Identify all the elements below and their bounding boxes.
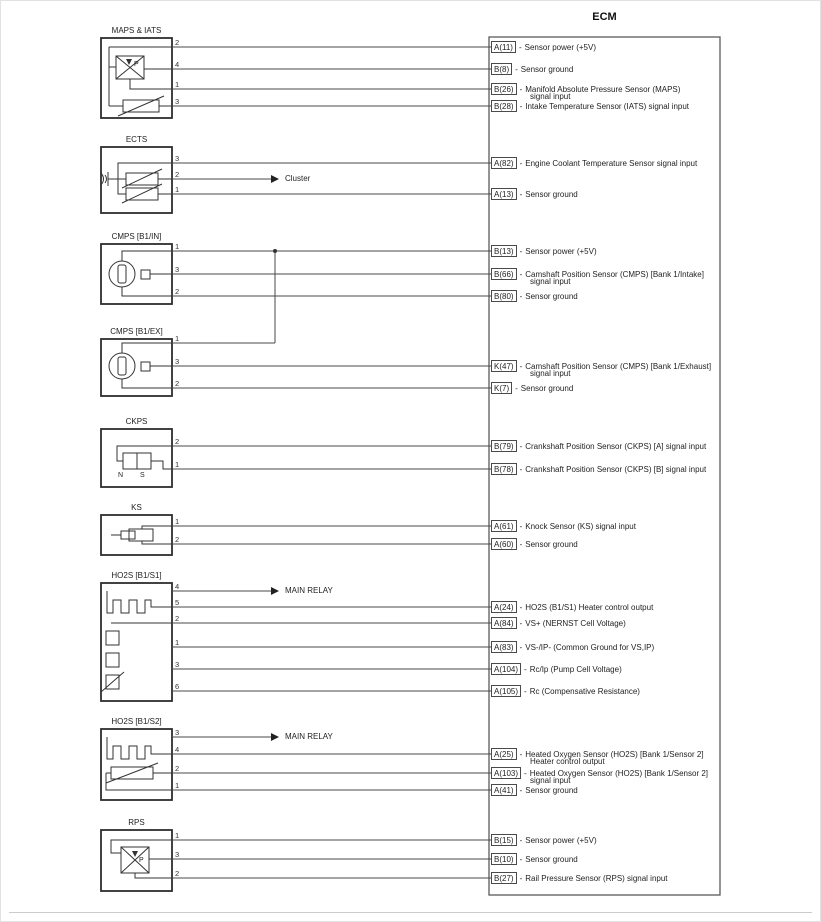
ecm-pin-description: Sensor power (+5V): [525, 246, 597, 256]
ecm-pin-description: Camshaft Position Sensor (CMPS) [Bank 1/Exhaust]: [525, 361, 712, 371]
ecm-pin-description: Sensor power (+5V): [525, 835, 597, 845]
ecm-pin-separator: -: [519, 539, 523, 549]
ecm-pin-separator: -: [519, 464, 523, 474]
ecm-pin-entry: [491, 157, 697, 169]
sensor-label-ks: KS: [131, 503, 142, 512]
pin-number-maps-iats-4: 4: [175, 60, 180, 69]
ecm-pin-description: Sensor ground: [525, 189, 578, 199]
ecm-pin-separator: -: [519, 361, 523, 371]
sensor-box-rps: [101, 830, 172, 891]
pressure-symbol-letter: P: [134, 61, 139, 68]
sensor-label-maps-iats: MAPS & IATS: [111, 26, 162, 35]
ecm-pin-separator: -: [519, 101, 523, 111]
ecm-pin-label: B(10): [491, 853, 517, 865]
heater-element-symbol: [107, 737, 172, 759]
pin-number-cmps-b1-ex-1: 1: [175, 334, 180, 343]
ecm-pin-entry: [491, 784, 578, 796]
ecm-pin-entry: [491, 685, 640, 697]
arrow-right-icon: [271, 733, 279, 741]
sensor-label-cmps-b1-ex: CMPS [B1/EX]: [110, 327, 163, 336]
pin-number-ks-1: 1: [175, 517, 180, 526]
ecm-pin-entry: [491, 767, 708, 779]
ecm-pin-label: A(41): [491, 784, 517, 796]
magnet-s-pole: [137, 453, 151, 469]
ecm-pin-label: B(13): [491, 245, 517, 257]
ecm-pin-label: B(8): [491, 63, 512, 75]
ecm-pin-description: Camshaft Position Sensor (CMPS) [Bank 1/Intake]: [525, 269, 704, 279]
pin-number-ects-1: 1: [175, 185, 180, 194]
cell-symbol-2: [106, 653, 119, 667]
ks-leads: [111, 526, 172, 544]
arrow-down-icon: [132, 851, 138, 857]
ecm-pin-entry: [491, 63, 573, 75]
ecm-pin-label: B(27): [491, 872, 517, 884]
ecm-pin-description: Rail Pressure Sensor (RPS) signal input: [525, 873, 668, 883]
ecm-pin-label: B(28): [491, 100, 517, 112]
cmps-leads: [122, 343, 172, 388]
ecm-pin-separator: -: [515, 383, 518, 393]
sensor-box-ho2s-b1-s2: [101, 729, 172, 800]
pin-number-cmps-b1-ex-2: 2: [175, 379, 180, 388]
ecm-pin-separator: -: [519, 291, 523, 301]
external-target-label: MAIN RELAY: [285, 732, 333, 741]
ecm-pin-label: A(103): [491, 767, 521, 779]
ecm-pin-description: Sensor ground: [525, 291, 578, 301]
ecm-pin-separator: -: [519, 618, 523, 628]
pin-number-ho2s-b1-s1-1: 1: [175, 638, 180, 647]
sensor-label-ho2s-b1-s1: HO2S [B1/S1]: [111, 571, 162, 580]
ecm-pin-label: A(104): [491, 663, 521, 675]
ecm-pin-entry: [491, 872, 668, 884]
pin-number-ho2s-b1-s1-6: 6: [175, 682, 180, 691]
sensor-label-cmps-b1-in: CMPS [B1/IN]: [111, 232, 162, 241]
ecm-pin-label: A(84): [491, 617, 517, 629]
ecm-pin-entry: [491, 617, 626, 629]
ecm-pin-entry: [491, 834, 597, 846]
cmps-leads: [122, 251, 172, 296]
ecm-pin-entry: [491, 440, 706, 452]
ecm-pin-description: Heated Oxygen Sensor (HO2S) [Bank 1/Sensor 2]: [529, 768, 708, 778]
ecm-pin-separator: -: [519, 785, 523, 795]
ecm-pin-description-line2: signal input: [530, 277, 571, 286]
ecm-pin-separator: -: [519, 521, 523, 531]
ecm-pin-entry: [491, 538, 578, 550]
ecm-pin-description: VS+ (NERNST Cell Voltage): [525, 618, 626, 628]
connector-element: [141, 270, 150, 279]
ecm-pin-separator: -: [519, 441, 523, 451]
ecm-pin-entry: [491, 520, 636, 532]
ecm-pin-label: A(83): [491, 641, 517, 653]
pin-number-ho2s-b1-s1-3: 3: [175, 660, 180, 669]
ecm-pin-label: A(61): [491, 520, 517, 532]
ecm-pin-label: A(25): [491, 748, 517, 760]
ecm-pin-description: VS-/IP- (Common Ground for VS,IP): [525, 642, 655, 652]
junction-dot: [273, 249, 277, 253]
pin-number-rps-2: 2: [175, 869, 180, 878]
sensor-label-ckps: CKPS: [125, 417, 148, 426]
pin-number-ho2s-b1-s2-1: 1: [175, 781, 180, 790]
pin-number-ho2s-b1-s2-2: 2: [175, 764, 180, 773]
pin-number-cmps-b1-in-1: 1: [175, 242, 180, 251]
external-target-label: Cluster: [285, 174, 311, 183]
footer-divider: [9, 912, 812, 913]
ecm-pin-description: Rc/Ip (Pump Cell Voltage): [529, 664, 622, 674]
ecm-pin-separator: -: [519, 854, 523, 864]
ecm-pin-description-line2: signal input: [530, 369, 571, 378]
pin-number-ckps-2: 2: [175, 437, 180, 446]
pressure-symbol-letter: P: [139, 857, 144, 864]
ecm-pin-separator: -: [519, 602, 523, 612]
ecm-pin-label: A(13): [491, 188, 517, 200]
thermistor-leads: [109, 96, 172, 116]
external-target-label: MAIN RELAY: [285, 586, 333, 595]
connector-element: [141, 362, 150, 371]
piezo-mass-symbol: [121, 531, 135, 539]
sensor-box-ects: [101, 147, 172, 213]
ecm-pin-entry: [491, 290, 578, 302]
ecm-pin-description: Manifold Absolute Pressure Sensor (MAPS): [525, 84, 681, 94]
arrow-right-icon: [271, 587, 279, 595]
ecm-pin-label: A(24): [491, 601, 517, 613]
ecm-pin-description: Rc (Compensative Resistance): [529, 686, 640, 696]
ecm-pin-entry: [491, 463, 706, 475]
ecm-pin-description: HO2S (B1/S1) Heater control output: [525, 602, 654, 612]
sensor-label-rps: RPS: [128, 818, 145, 827]
ecm-pin-description: Knock Sensor (KS) signal input: [525, 521, 636, 531]
ecm-pin-label: A(82): [491, 157, 517, 169]
ecm-pin-separator: -: [518, 42, 522, 52]
pin-number-ho2s-b1-s2-4: 4: [175, 745, 180, 754]
ecm-pin-description: Crankshaft Position Sensor (CKPS) [B] signal input: [525, 464, 707, 474]
ecm-pin-description: Sensor power (+5V): [524, 42, 597, 52]
pin-number-ho2s-b1-s1-5: 5: [175, 598, 180, 607]
ecm-pin-description: Intake Temperature Sensor (IATS) signal input: [525, 101, 690, 111]
ecm-pin-label: K(7): [491, 382, 512, 394]
pin-number-cmps-b1-ex-3: 3: [175, 357, 180, 366]
sensor-label-ects: ECTS: [125, 135, 148, 144]
ecm-pin-label: B(26): [491, 83, 517, 95]
ecm-pin-description: Engine Coolant Temperature Sensor signal input: [525, 158, 698, 168]
ecm-pin-description: Sensor ground: [525, 539, 578, 549]
pin-number-rps-3: 3: [175, 850, 180, 859]
pin-number-cmps-b1-in-3: 3: [175, 265, 180, 274]
hall-element: [118, 357, 126, 375]
magnet-n-label: N: [118, 472, 124, 479]
ecm-title: ECM: [592, 11, 617, 23]
ecm-pin-label: B(78): [491, 463, 517, 475]
ecm-pin-entry: [491, 382, 573, 394]
ecm-pin-separator: -: [524, 664, 527, 674]
ecm-pin-separator: -: [519, 246, 523, 256]
ecm-pin-entry: [491, 641, 654, 653]
arrow-right-icon: [271, 175, 279, 183]
sensor-label-ho2s-b1-s2: HO2S [B1/S2]: [111, 717, 162, 726]
ecm-pin-separator: -: [519, 873, 523, 883]
ecm-pin-separator: -: [519, 189, 523, 199]
pin-number-ho2s-b1-s2-3: 3: [175, 728, 180, 737]
pin-number-ks-2: 2: [175, 535, 180, 544]
pressure-sensor-leads: [109, 56, 172, 89]
ecm-pin-description: Sensor ground: [525, 854, 578, 864]
pin-number-ckps-1: 1: [175, 460, 180, 469]
ecm-pin-entry: [491, 83, 680, 95]
ckps-leads: [117, 446, 172, 469]
ecm-pin-entry: [491, 853, 578, 865]
ecm-pin-description: Sensor ground: [520, 64, 574, 74]
pin-number-ects-2: 2: [175, 170, 180, 179]
ecm-pin-entry: [491, 360, 711, 372]
ecm-pin-description-line2: Heater control output: [530, 757, 605, 766]
pin-number-cmps-b1-in-2: 2: [175, 287, 180, 296]
ecm-pin-description: Heated Oxygen Sensor (HO2S) [Bank 1/Sensor 2]: [525, 749, 704, 759]
ecm-pin-entry: [491, 268, 704, 280]
ecm-pin-description: Sensor ground: [520, 383, 574, 393]
magnet-n-pole: [123, 453, 137, 469]
ecm-pin-separator: -: [519, 835, 523, 845]
ecm-pin-label: A(11): [491, 41, 516, 53]
pin-number-ho2s-b1-s1-4: 4: [175, 582, 180, 591]
hall-element: [118, 265, 126, 283]
sensor-box-cmps-b1-ex: [101, 339, 172, 396]
pin-number-ects-3: 3: [175, 154, 180, 163]
ecm-pin-description: Crankshaft Position Sensor (CKPS) [A] signal input: [525, 441, 707, 451]
ecm-pin-label: K(47): [491, 360, 517, 372]
ecm-pin-description-line2: signal input: [530, 776, 571, 785]
ecm-pin-separator: -: [524, 768, 527, 778]
ecm-pin-entry: [491, 41, 596, 53]
ecm-pin-entry: [491, 601, 653, 613]
ecm-pin-label: A(105): [491, 685, 521, 697]
ecm-pin-label: B(80): [491, 290, 517, 302]
pin-number-maps-iats-3: 3: [175, 97, 180, 106]
ecm-pin-separator: -: [519, 158, 523, 168]
ecm-pin-label: A(60): [491, 538, 517, 550]
ecm-pin-label: B(15): [491, 834, 517, 846]
ecm-pin-entry: [491, 188, 578, 200]
ecm-pin-description: Sensor ground: [525, 785, 578, 795]
arrow-down-icon: [126, 59, 132, 65]
ecm-pin-entry: [491, 663, 622, 675]
cell-symbol-1: [106, 631, 119, 645]
sender-symbol: [101, 172, 126, 186]
pin-number-rps-1: 1: [175, 831, 180, 840]
ecm-pin-separator: -: [519, 642, 523, 652]
ecm-pin-separator: -: [519, 269, 523, 279]
pin-number-maps-iats-2: 2: [175, 38, 180, 47]
ecm-pin-label: B(66): [491, 268, 517, 280]
ecm-pin-entry: [491, 245, 597, 257]
ecm-pin-separator: -: [524, 686, 527, 696]
ecm-pin-separator: -: [519, 84, 523, 94]
ecm-pin-label: B(79): [491, 440, 517, 452]
pin-number-ho2s-b1-s1-2: 2: [175, 614, 180, 623]
ecm-pin-description-line2: signal input: [530, 92, 571, 101]
ecm-pin-separator: -: [519, 749, 523, 759]
ecm-pin-entry: [491, 100, 689, 112]
magnet-s-label: S: [140, 472, 145, 479]
ecm-pin-separator: -: [515, 64, 518, 74]
pin-number-maps-iats-1: 1: [175, 80, 180, 89]
heater-element-symbol: [107, 591, 172, 613]
